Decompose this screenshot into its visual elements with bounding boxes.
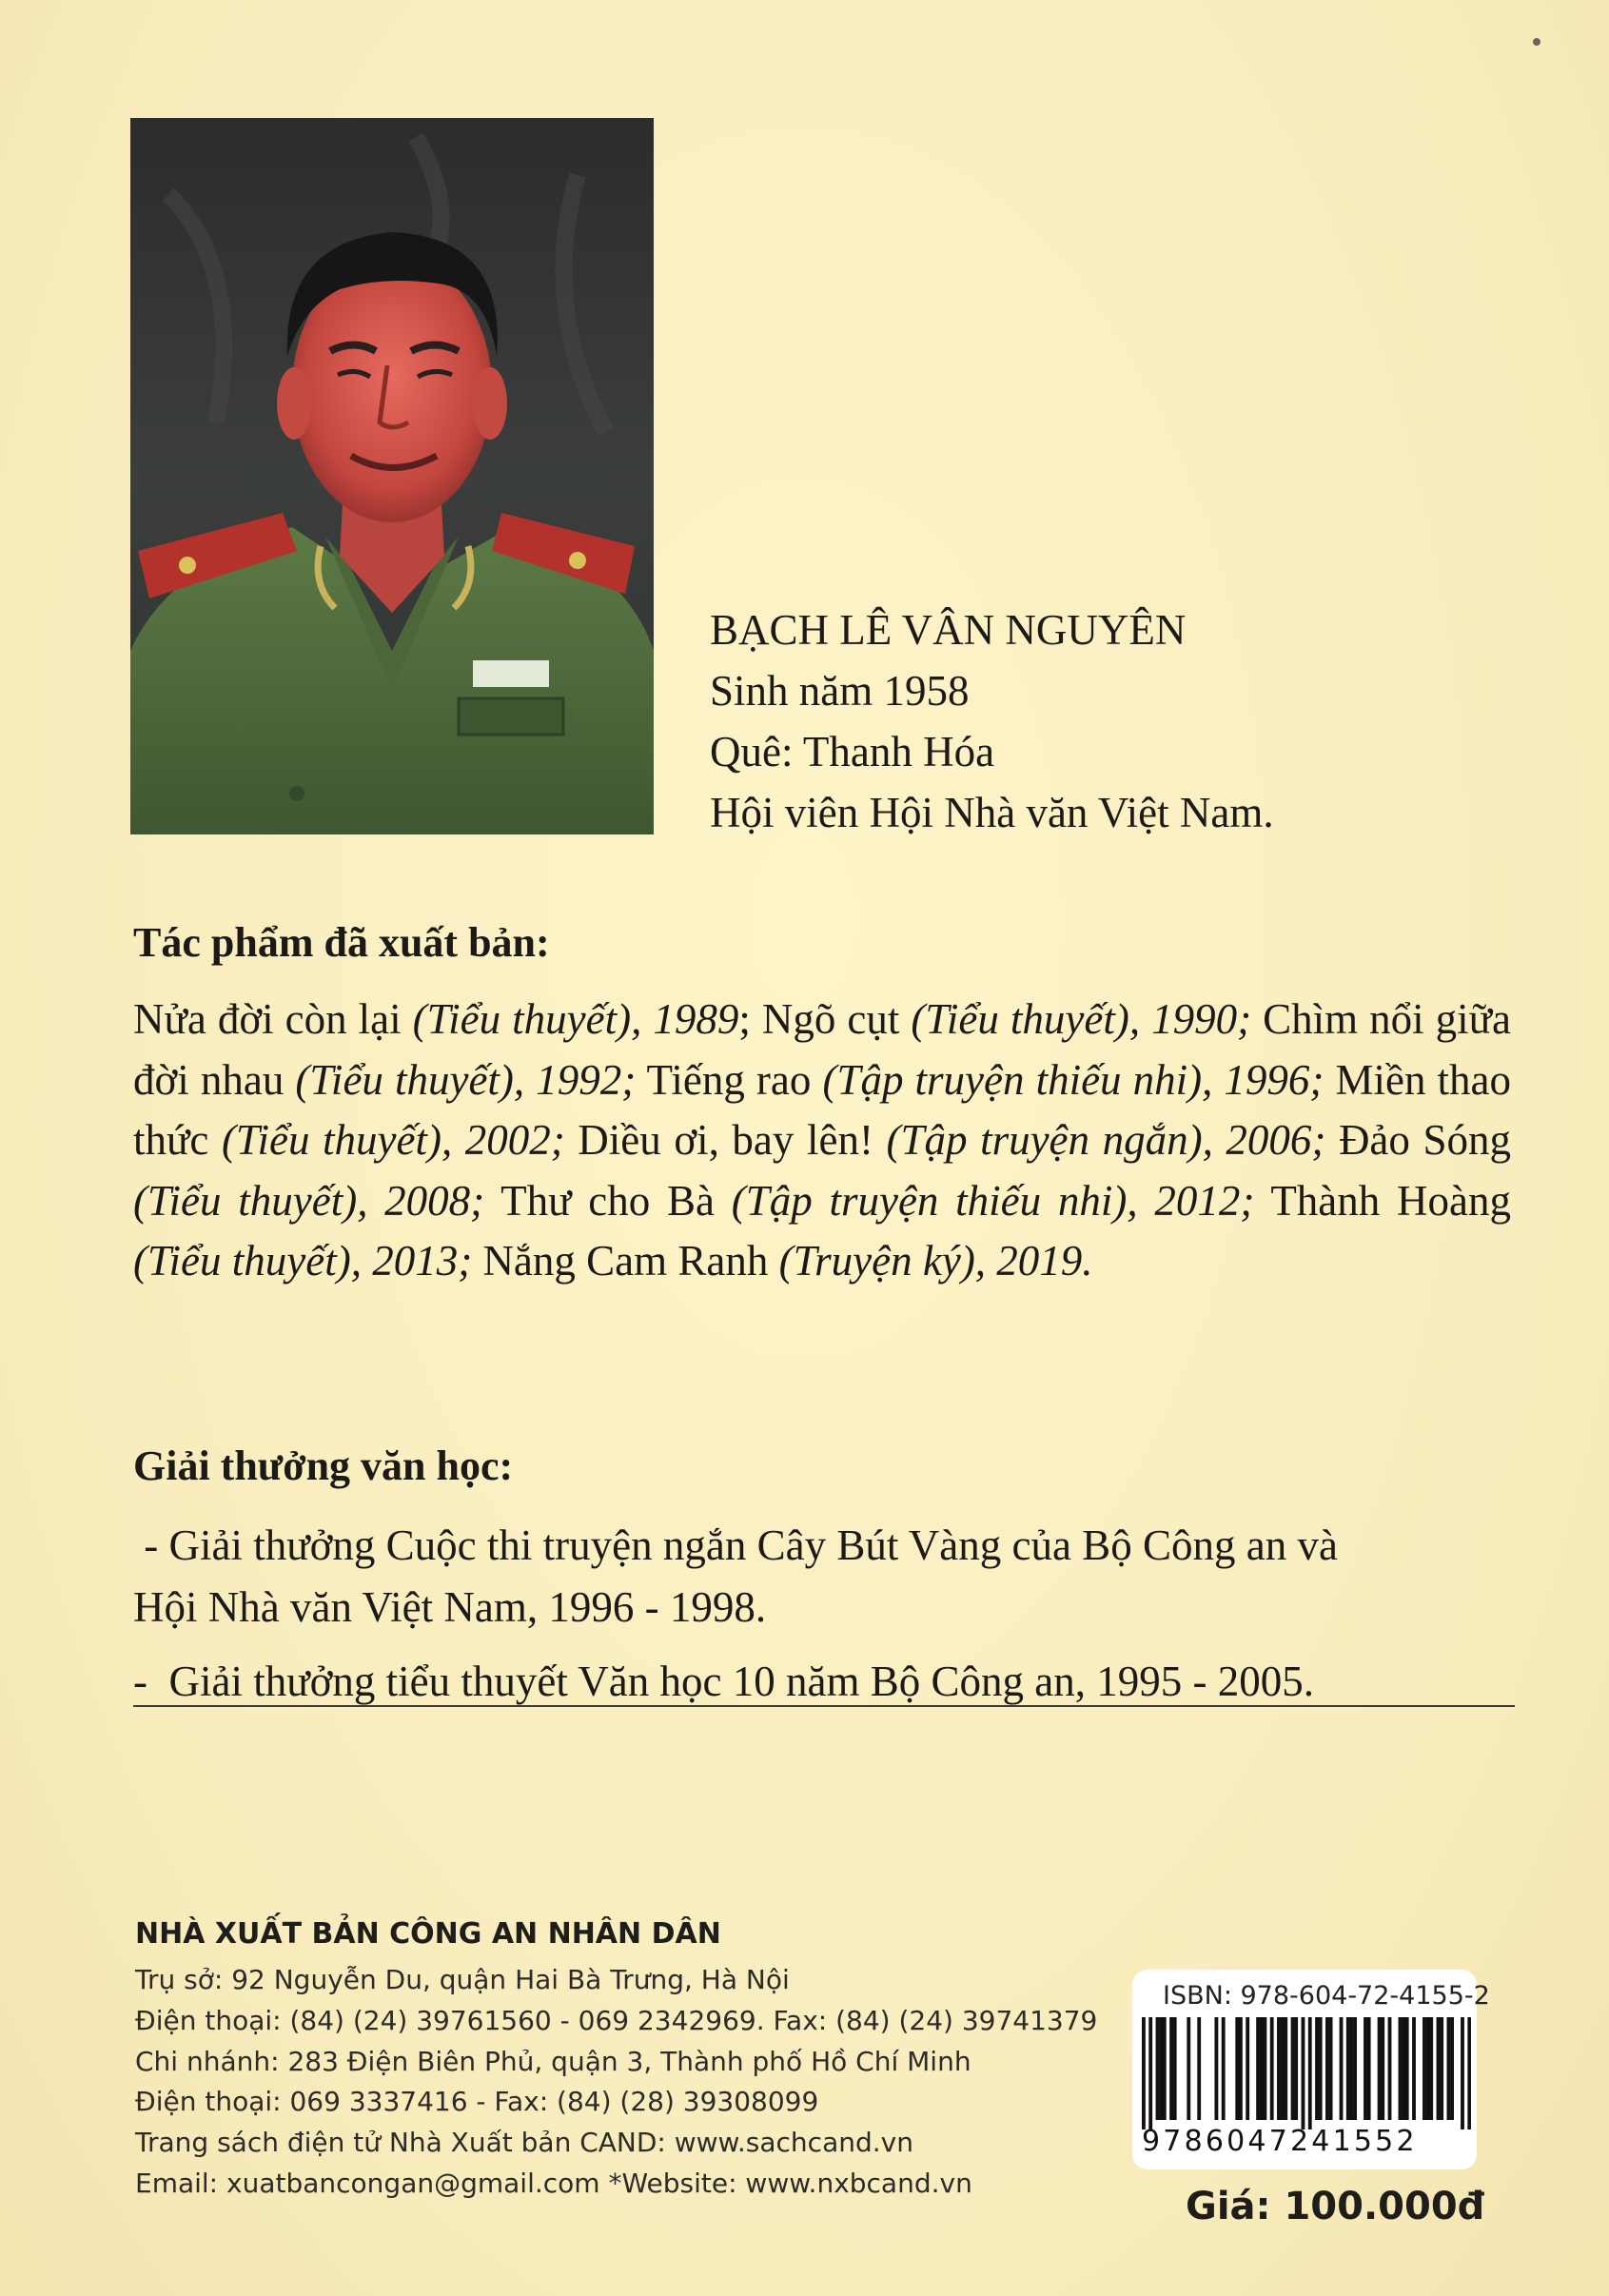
work-title: Đảo Sóng xyxy=(1338,1116,1511,1164)
barcode-bar xyxy=(1364,2017,1367,2120)
barcode-bar xyxy=(1260,2017,1264,2120)
barcode-bar xyxy=(1159,2017,1163,2120)
barcode-bar xyxy=(1315,2017,1319,2120)
publisher-phone: Điện thoại: (84) (24) 39761560 - 069 2342969. Fax: (84) (24) 39741379 xyxy=(135,2004,1098,2036)
barcode-bar xyxy=(1450,2017,1454,2120)
barcode-bar xyxy=(1277,2017,1281,2120)
author-name: BẠCH LÊ VÂN NGUYÊN xyxy=(710,606,1187,654)
works-list: Nửa đời còn lại (Tiểu thuyết), 1989; Ngõ cụt (Tiểu thuyết), 1990; Chìm nổi giữa đời nhau (Tiểu thuyết), 1992; Tiếng rao (Tập truyện thiếu nhi), 1996; Miền thao thức (Tiểu thuyết), 2002; Diều ơi, bay lên! (Tập truyện ngắn), 2006; Đảo Sóng (Tiểu thuyết), 2008; Thư cho Bà (Tập truyện thiếu nhi), 2012; Thành Hoàng (Tiểu thuyết), 2013; Nắng Cam Ranh (Truyện ký), 2019. xyxy=(133,995,1512,1285)
barcode-bar xyxy=(1270,2017,1274,2120)
barcode-bar xyxy=(1467,2017,1471,2129)
print-dot xyxy=(1533,38,1540,46)
work-info: (Tiểu thuyết), 1992; xyxy=(295,1055,637,1104)
publisher-ebook-site: Trang sách điện tử Nhà Xuất bản CAND: www.sachcand.vn xyxy=(135,2127,913,2159)
barcode-bar xyxy=(1291,2017,1295,2120)
barcode-bar xyxy=(1256,2017,1260,2120)
barcode-bar xyxy=(1461,2017,1464,2129)
barcode-bar xyxy=(1402,2017,1405,2120)
barcode-bar xyxy=(1284,2017,1287,2120)
barcode-bar xyxy=(1239,2017,1243,2120)
barcode-bar xyxy=(1214,2017,1218,2120)
barcode-bar xyxy=(1302,2017,1305,2129)
publisher-branch-phone: Điện thoại: 069 3337416 - Fax: (84) (28) 39308099 xyxy=(135,2086,819,2118)
barcode-bar xyxy=(1187,2017,1190,2120)
barcode-bar xyxy=(1142,2017,1146,2129)
barcode-bar xyxy=(1325,2017,1329,2120)
barcode-bar xyxy=(1350,2017,1354,2120)
award-item-1-line-2: Hội Nhà văn Việt Nam, 1996 - 1998. xyxy=(133,1583,767,1631)
awards-heading: Giải thưởng văn học: xyxy=(133,1442,514,1489)
author-membership: Hội viên Hội Nhà văn Việt Nam. xyxy=(710,789,1274,836)
barcode-bar xyxy=(1222,2017,1226,2120)
publisher-name: NHÀ XUẤT BẢN CÔNG AN NHÂN DÂN xyxy=(135,1917,721,1951)
work-title: Thư cho Bà xyxy=(500,1176,732,1225)
barcode-bar xyxy=(1235,2017,1239,2120)
publisher-branch: Chi nhánh: 283 Điện Biên Phủ, quận 3, Thành phố Hồ Chí Minh xyxy=(135,2045,971,2077)
work-title: Thành Hoàng xyxy=(1270,1176,1511,1225)
divider-line xyxy=(133,1705,1515,1707)
barcode-bar xyxy=(1426,2017,1430,2120)
work-info: (Truyện ký), 2019. xyxy=(778,1237,1093,1285)
barcode-bar xyxy=(1308,2017,1312,2129)
work-info: (Tiểu thuyết), 2002; xyxy=(221,1116,565,1164)
barcode-bar xyxy=(1437,2017,1441,2120)
barcode-bar xyxy=(1378,2017,1382,2120)
author-portrait-image xyxy=(130,118,654,834)
publisher-info xyxy=(135,1917,1097,2205)
author-info xyxy=(710,599,1274,843)
publisher-email-website: Email: xuatbancongan@gmail.com *Website: www.nxbcand.vn xyxy=(135,2167,972,2199)
award-item-1-line-1: - Giải thưởng Cuộc thi truyện ngắn Cây Bút Vàng của Bộ Công an và xyxy=(133,1521,1338,1569)
barcode-bar xyxy=(1169,2017,1173,2120)
barcode-bar xyxy=(1329,2017,1333,2120)
work-title: Nửa đời còn lại xyxy=(133,995,413,1043)
barcode-bar xyxy=(1412,2017,1416,2120)
work-info: (Tập truyện thiếu nhi), 1996; xyxy=(822,1055,1324,1104)
publisher-address: Trụ sở: 92 Nguyễn Du, quận Hai Bà Trưng, Hà Nội xyxy=(135,1964,790,1995)
barcode-image xyxy=(1142,2017,1471,2129)
barcode-digits: 9786047241552 xyxy=(1142,2125,1418,2158)
work-info: (Tiểu thuyết), 1989 xyxy=(412,995,739,1043)
barcode-bar xyxy=(1405,2017,1409,2120)
award-item-2: - Giải thưởng tiểu thuyết Văn học 10 năm Bộ Công an, 1995 - 2005. xyxy=(133,1658,1314,1705)
barcode-bar xyxy=(1173,2017,1177,2120)
barcode-bar xyxy=(1440,2017,1443,2120)
works-heading: Tác phẩm đã xuất bản: xyxy=(133,919,550,966)
work-title: Ngõ cụt xyxy=(761,995,912,1043)
barcode-bar xyxy=(1340,2017,1344,2120)
work-info: (Tiểu thuyết), 1990; xyxy=(911,995,1252,1043)
barcode-bar xyxy=(1429,2017,1433,2120)
barcode-bar xyxy=(1281,2017,1285,2120)
price-label: Giá: 100.000đ xyxy=(1186,2185,1485,2228)
work-info: (Tập truyện thiếu nhi), 2012; xyxy=(731,1176,1255,1225)
work-info: (Tập truyện ngắn), 2006; xyxy=(886,1116,1326,1164)
work-title: Diều ơi, bay lên! xyxy=(578,1116,887,1164)
author-hometown: Quê: Thanh Hóa xyxy=(710,728,995,775)
work-info: (Tiểu thuyết), 2008; xyxy=(133,1176,485,1225)
barcode-bar xyxy=(1156,2017,1160,2120)
barcode-bar xyxy=(1246,2017,1249,2120)
barcode-bar xyxy=(1353,2017,1357,2120)
barcode-bar xyxy=(1381,2017,1384,2120)
barcode-bar xyxy=(1367,2017,1371,2120)
barcode-bar xyxy=(1294,2017,1298,2120)
barcode-bar xyxy=(1346,2017,1350,2120)
barcode-bar xyxy=(1263,2017,1266,2120)
isbn-label: ISBN: 978-604-72-4155-2 xyxy=(1163,1981,1490,2011)
work-info: (Tiểu thuyết), 2013; xyxy=(133,1237,473,1285)
work-title: Chìm nổi giữa đời nhau xyxy=(133,995,1511,1104)
barcode-bar xyxy=(1163,2017,1167,2120)
barcode-bar xyxy=(1399,2017,1403,2120)
barcode-bar xyxy=(1148,2017,1152,2129)
barcode-bar xyxy=(1388,2017,1392,2120)
barcode-bar xyxy=(1319,2017,1323,2120)
author-born: Sinh năm 1958 xyxy=(710,667,970,715)
barcode-bar xyxy=(1447,2017,1451,2120)
barcode-bar xyxy=(1197,2017,1201,2120)
work-title: Miền thao thức xyxy=(133,1055,1512,1164)
work-title: Tiếng rao xyxy=(646,1055,823,1104)
barcode-bar xyxy=(1423,2017,1426,2120)
work-title: Nắng Cam Ranh xyxy=(482,1237,779,1285)
